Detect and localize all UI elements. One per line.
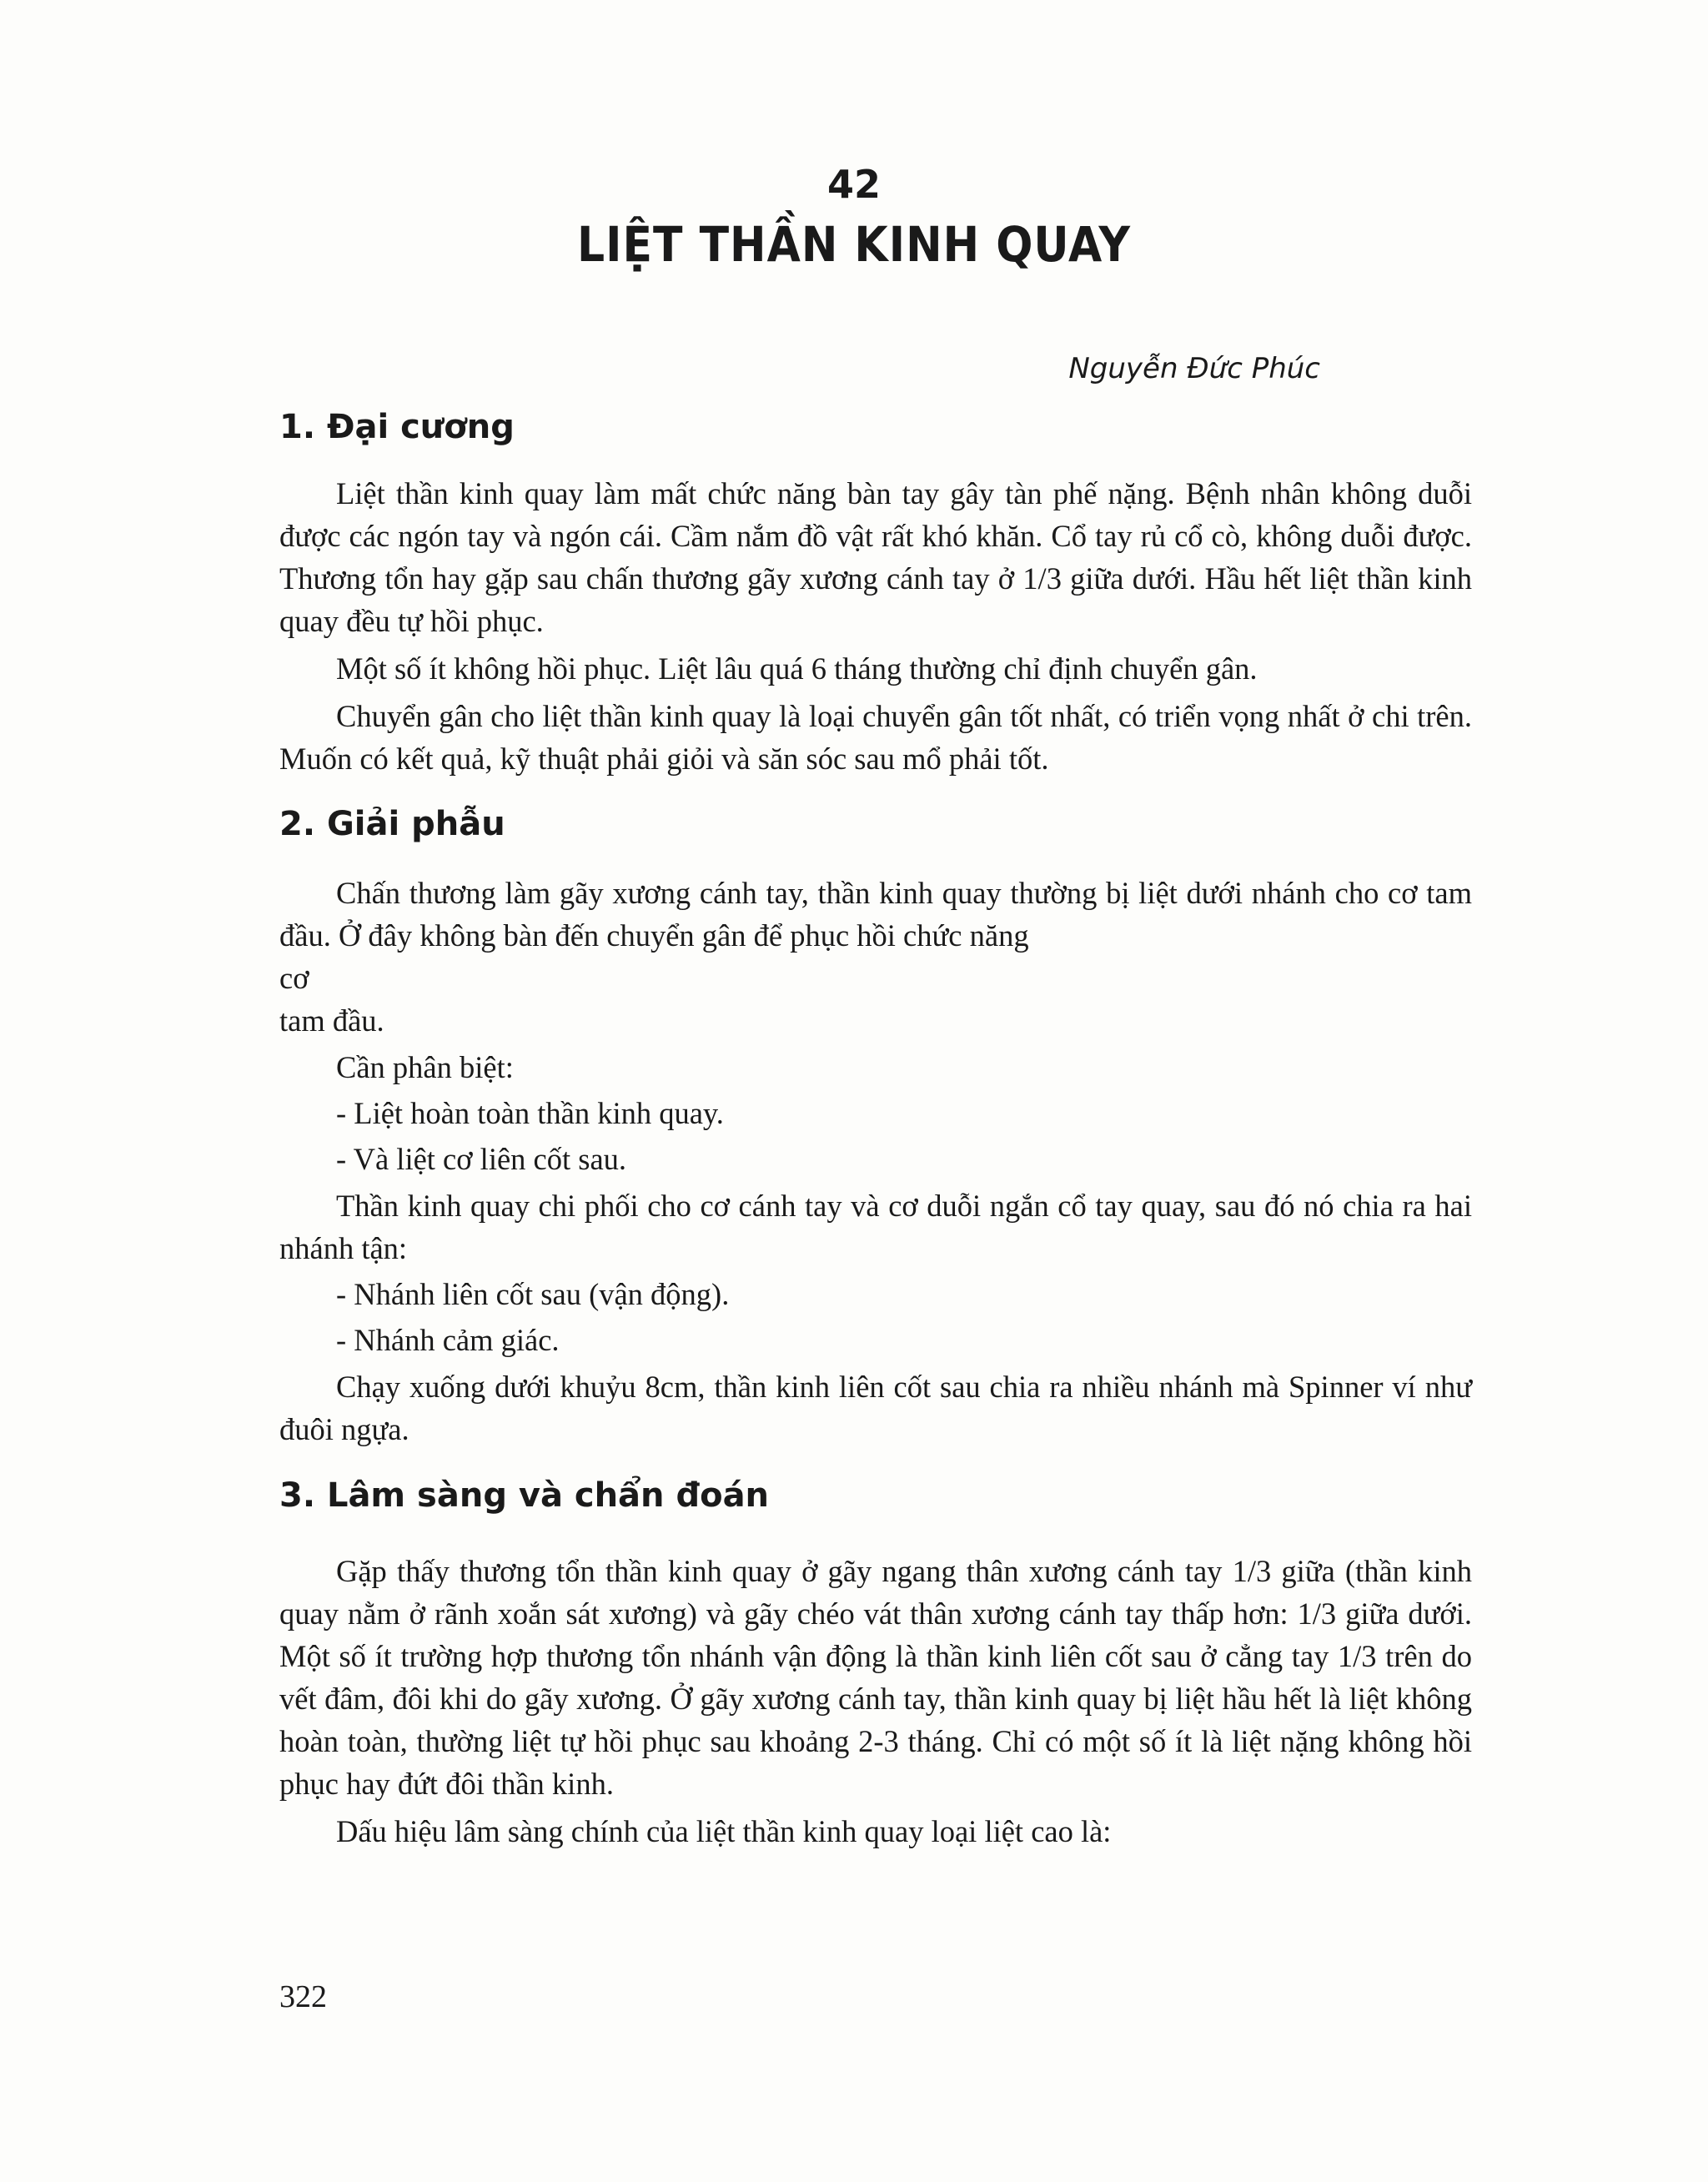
paragraph: Chạy xuống dưới khuỷu 8cm, thần kinh liên cốt sau chia ra nhiều nhánh mà Spinner ví như đuôi ngựa. (279, 1370, 1472, 1446)
section-body-clinical (279, 1550, 1472, 1853)
section-body-general (279, 472, 1472, 780)
paragraph: Chuyển gân cho liệt thần kinh quay là loại chuyển gân tốt nhất, có triển vọng nhất ở chi trên. Muốn có kết quả, kỹ thuật phải giỏi và săn sóc sau mổ phải tốt. (279, 699, 1472, 776)
list-item: - Liệt hoàn toàn thần kinh quay. (336, 1096, 724, 1130)
chapter-title: LIỆT THẦN KINH QUAY (577, 217, 1131, 274)
section-heading-general: 1. Đại cương (279, 408, 515, 446)
paragraph-continuation: cơ (279, 961, 309, 995)
paragraph: Một số ít không hồi phục. Liệt lâu quá 6 tháng thường chỉ định chuyển gân. (336, 651, 1258, 686)
list-item: - Nhánh cảm giác. (336, 1323, 560, 1357)
section-heading-anatomy: 2. Giải phẫu (279, 805, 505, 843)
chapter-number: 42 (826, 162, 881, 207)
paragraph: Thần kinh quay chi phối cho cơ cánh tay và cơ duỗi ngắn cổ tay quay, sau đó nó chia ra hai nhánh tận: (279, 1189, 1472, 1265)
paragraph: Dấu hiệu lâm sàng chính của liệt thần kinh quay loại liệt cao là: (336, 1814, 1112, 1848)
section-heading-clinical: 3. Lâm sàng và chẩn đoán (279, 1476, 770, 1515)
paragraph: Liệt thần kinh quay làm mất chức năng bàn tay gây tàn phế nặng. Bệnh nhân không duỗi được các ngón tay và ngón cái. Cầm nắm đồ vật rất khó khăn. Cổ tay rủ cổ cò, không duỗi được. Thương tổn hay gặp sau chấn thương gãy xương cánh tay ở 1/3 giữa dưới. Hầu hết liệt thần kinh quay đều tự hồi phục. (279, 476, 1472, 638)
paragraph: Gặp thấy thương tổn thần kinh quay ở gãy ngang thân xương cánh tay 1/3 giữa (thần kinh quay nằm ở rãnh xoắn sát xương) và gãy chéo vát thân xương cánh tay thấp hơn: 1/3 giữa dưới. Một số ít trường hợp thương tổn nhánh vận động là thần kinh liên cốt sau ở cẳng tay 1/3 trên do vết đâm, đôi khi do gãy xương. Ở gãy xương cánh tay, thần kinh quay bị liệt hầu hết là liệt không hoàn toàn, thường liệt tự hồi phục sau khoảng 2-3 tháng. Chỉ có một số ít là liệt nặng không hồi phục hay đứt đôi thần kinh. (279, 1554, 1472, 1801)
list-item: - Nhánh liên cốt sau (vận động). (336, 1277, 730, 1311)
paragraph: Cần phân biệt: (336, 1050, 514, 1084)
list-item: - Và liệt cơ liên cốt sau. (336, 1142, 627, 1176)
section-body-anatomy (279, 872, 1472, 1450)
paragraph: Chấn thương làm gãy xương cánh tay, thần kinh quay thường bị liệt dưới nhánh cho cơ tam đầu. Ở đây không bàn đến chuyển gân để phục hồi chức năng (279, 876, 1472, 953)
page-number: 322 (279, 1979, 327, 2014)
paragraph-continuation: tam đầu. (279, 1003, 384, 1038)
author-name: Nguyễn Đức Phúc (1068, 352, 1320, 385)
